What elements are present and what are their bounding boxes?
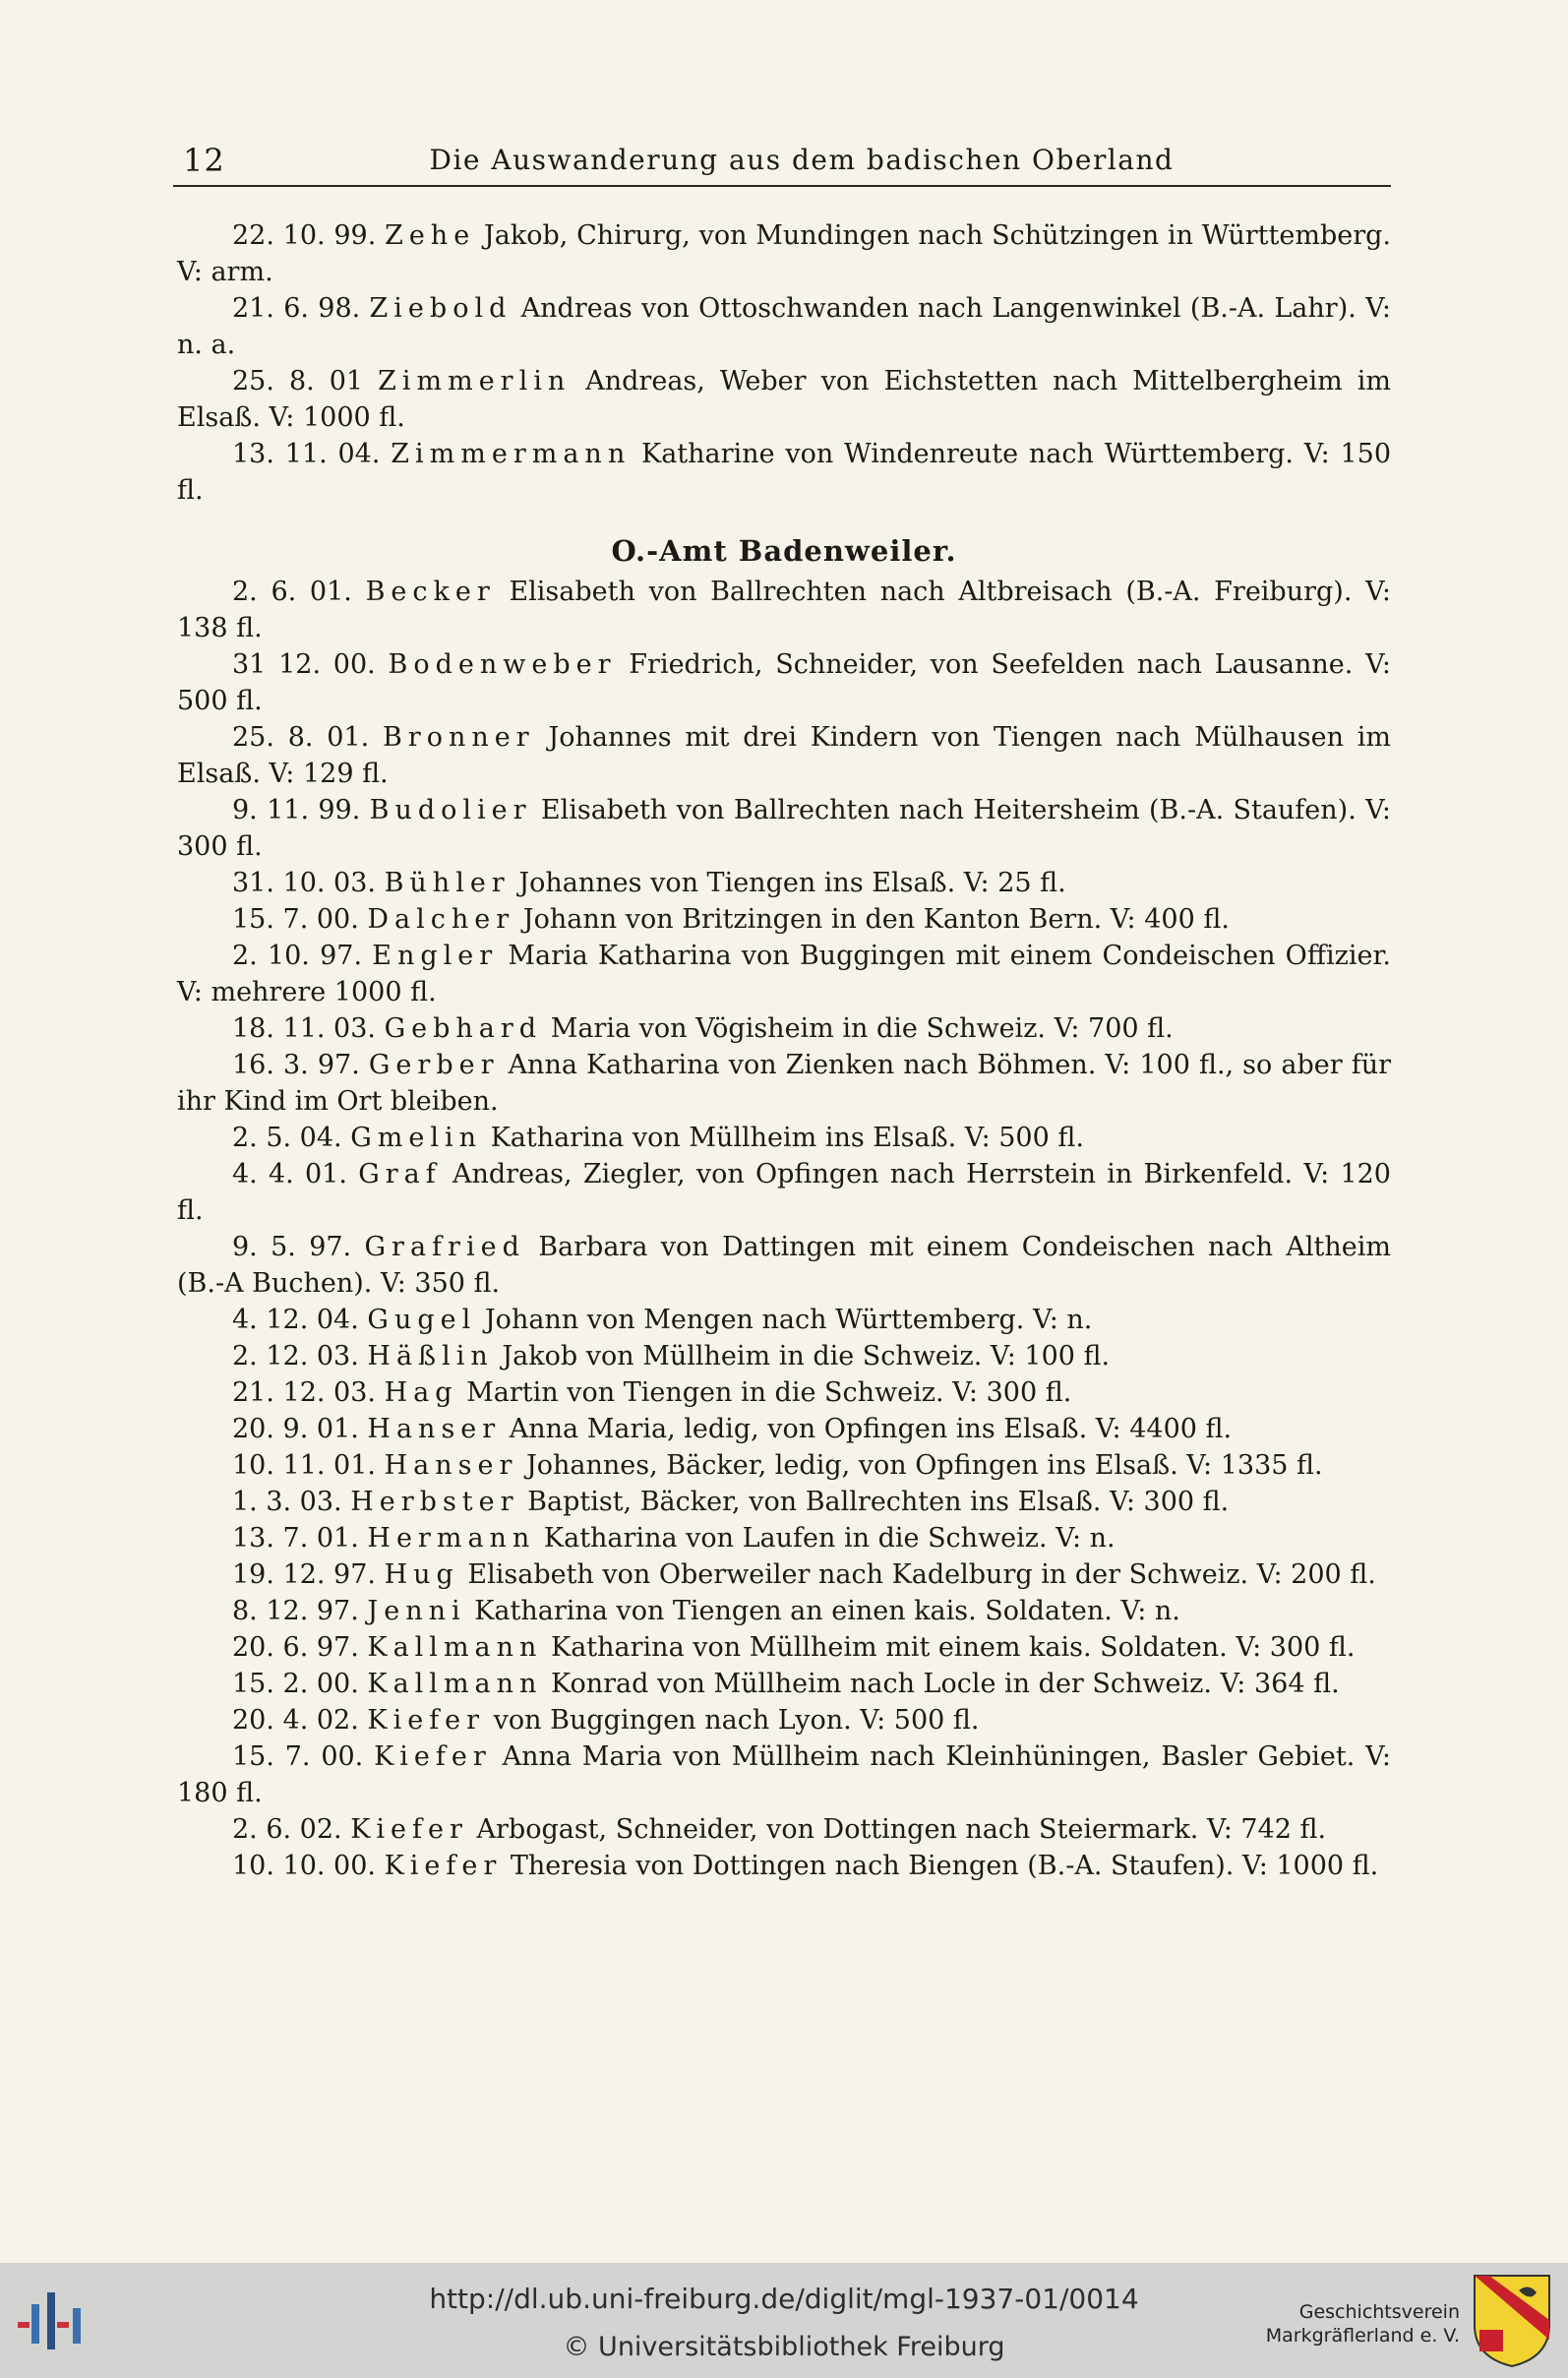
entry-text: Katharina von Laufen in die Schweiz. V: n. [543,1523,1116,1554]
running-head [173,136,1391,187]
entry-date: 15. 7. 00. [232,1741,364,1772]
entry-date: 4. 4. 01. [232,1159,347,1189]
entry-date: 13. 11. 04. [232,439,381,469]
entry-text: Andreas, Weber von Eichstetten nach Mittelbergheim im Elsaß. V: 1000 fl. [177,366,1391,433]
entry [177,1738,1391,1811]
entry [177,1156,1391,1229]
entry-text: Jakob, Chirurg, von Mundingen nach Schützingen in Württemberg. V: arm. [177,220,1391,287]
entry-name: Hanser [367,1414,502,1444]
footer-url-link[interactable]: http://dl.ub.uni-freiburg.de/diglit/mgl-1937-01/0014 [429,2283,1139,2315]
entry-text: Katharina von Müllheim ins Elsaß. V: 500 fl. [490,1123,1084,1153]
entry [177,1629,1391,1666]
entry-date: 20. 6. 97. [232,1632,359,1663]
entry [177,290,1391,363]
society-name-line2: Markgräflerland e. V. [1265,2325,1460,2347]
entry-date: 2. 10. 97. [232,941,363,971]
entry-name: Ziebold [369,293,513,324]
entry-date: 21. 12. 03. [232,1377,376,1408]
entry-text: Johannes, Bäcker, ledig, von Opfingen ins Elsaß. V: 1335 fl. [525,1450,1323,1481]
footer-bar [0,2263,1568,2378]
entry-text: Barbara von Dattingen mit einem Condeischen nach Altheim (B.-A Buchen). V: 350 fl. [177,1232,1391,1299]
entry-name: Häßlin [367,1341,494,1372]
entry [177,1010,1391,1047]
entry-text: Andreas, Ziegler, von Opfingen nach Herrstein in Birkenfeld. V: 120 fl. [177,1159,1391,1226]
entry-text: Johannes mit drei Kindern von Tiengen nach Mülhausen im Elsaß. V: 129 fl. [177,722,1391,789]
footer-society [1266,2300,1460,2348]
entry [177,719,1391,792]
entry-name: Kiefer [350,1814,468,1845]
entry-name: Hanser [384,1450,518,1481]
entry-text: Johannes von Tiengen ins Elsaß. V: 25 fl. [518,868,1066,898]
society-name-line1: Geschichtsverein [1298,2301,1460,2323]
section-heading: O.-Amt Badenweiler. [611,534,957,568]
entry-name: Kallmann [367,1669,543,1699]
entry-date: 20. 9. 01. [232,1414,359,1444]
entry-text: Maria Katharina von Buggingen mit einem Condeischen Offizier. V: mehrere 1000 fl. [177,941,1391,1007]
entry-text: Anna Katharina von Zienken nach Böhmen. V: 100 fl., so aber für ihr Kind im Ort bleiben. [177,1050,1391,1117]
entry [177,938,1391,1010]
entry-text: Johann von Britzingen in den Kanton Bern. V: 400 fl. [522,904,1230,935]
entry [177,1848,1391,1884]
entry-name: Hug [384,1559,459,1590]
entry-date: 20. 4. 02. [232,1705,359,1736]
entry-name: Zimmermann [391,439,632,469]
entry-text: Anna Maria von Müllheim nach Kleinhüningen, Basler Gebiet. V: 180 fl. [177,1741,1392,1808]
entry-text: Andreas von Ottoschwanden nach Langenwinkel (B.-A. Lahr). V: n. a. [177,293,1391,360]
entry-name: Gebhard [384,1013,543,1044]
entry-name: Herbster [350,1487,519,1517]
entry [177,1302,1391,1338]
entry-date: 15. 7. 00. [232,904,359,935]
entry-text: Maria von Vögisheim in die Schweiz. V: 700 fl. [550,1013,1174,1044]
entry [177,363,1391,436]
entry-date: 25. 8. 01 [232,366,364,396]
entry [177,1811,1391,1848]
entry-date: 15. 2. 00. [232,1669,359,1699]
entry-text: Katharina von Müllheim mit einem kais. Soldaten. V: 300 fl. [551,1632,1356,1663]
entry [177,646,1391,719]
entry-name: Bodenweber [388,649,617,680]
entry [177,1374,1391,1411]
entry-name: Gugel [367,1305,477,1335]
entry-text: Konrad von Müllheim nach Locle in der Schweiz. V: 364 fl. [551,1669,1340,1699]
entry-date: 22. 10. 99. [232,220,377,251]
entry-date: 9. 5. 97. [232,1232,352,1262]
entry-text: Baptist, Bäcker, von Ballrechten ins Elsaß. V: 300 fl. [527,1487,1230,1517]
entry [177,1666,1391,1702]
entry [177,792,1391,865]
entry-text: Elisabeth von Oberweiler nach Kadelburg in der Schweiz. V: 200 fl. [467,1559,1376,1590]
entry-name: Gmelin [350,1123,483,1153]
entry [177,901,1391,938]
entry [177,1411,1391,1447]
entry-text: Katharina von Tiengen an einen kais. Soldaten. V: n. [474,1596,1180,1626]
entry-name: Engler [372,941,499,971]
entry-name: Becker [365,577,496,607]
entry-date: 31. 10. 03. [232,868,376,898]
entry-text: Elisabeth von Ballrechten nach Altbreisach (B.-A. Freiburg). V: 138 fl. [177,577,1391,643]
body-text [177,217,1391,1884]
entry-name: Dalcher [367,904,515,935]
entry-date: 9. 11. 99. [232,795,361,825]
entry [177,574,1391,646]
entry-text: Jakob von Müllheim in die Schweiz. V: 100 fl. [502,1341,1111,1372]
entry-text: Arbogast, Schneider, von Dottingen nach Steiermark. V: 742 fl. [476,1814,1327,1845]
entry [177,1702,1391,1738]
entry-name: Budolier [369,795,532,825]
entry [177,217,1391,290]
entry-name: Kiefer [367,1705,486,1736]
footer-copyright: © Universitätsbibliothek Freiburg [563,2332,1005,2362]
header-title: Die Auswanderung aus dem badischen Oberland [429,144,1175,176]
entry [177,1338,1391,1374]
entry-name: Zehe [385,220,476,251]
entry-name: Bronner [382,722,535,753]
entry-text: Theresia von Dottingen nach Biengen (B.-A. Staufen). V: 1000 fl. [510,1851,1379,1881]
entry-date: 18. 11. 03. [232,1013,376,1044]
entry-name: Kiefer [374,1741,492,1772]
entry-name: Jenni [367,1596,466,1626]
entry-date: 2. 6. 01. [232,577,352,607]
entry-name: Hermann [367,1523,536,1554]
entry [177,1120,1391,1156]
entries-section [177,574,1391,1884]
entry-date: 2. 5. 04. [232,1123,342,1153]
entry-text: Johann von Mengen nach Württemberg. V: n. [484,1305,1093,1335]
entry-text: Elisabeth von Ballrechten nach Heitersheim (B.-A. Staufen). V: 300 fl. [177,795,1391,862]
entry-name: Hag [384,1377,458,1408]
entry-date: 2. 12. 03. [232,1341,359,1372]
entry-date: 13. 7. 01. [232,1523,359,1554]
coat-of-arms-icon [1470,2271,1554,2369]
entry-date: 25. 8. 01. [232,722,370,753]
entry-date: 16. 3. 97. [232,1050,360,1080]
entry-date: 10. 11. 01. [232,1450,376,1481]
entry [177,865,1391,901]
entry-date: 8. 12. 97. [232,1596,359,1626]
entry-text: Katharine von Windenreute nach Württemberg. V: 150 fl. [177,439,1391,506]
entry [177,1556,1391,1593]
entry [177,1593,1391,1629]
entry [177,1447,1391,1484]
entry-date: 2. 6. 02. [232,1814,342,1845]
entry-name: Gerber [368,1050,500,1080]
entry-name: Graf [358,1159,442,1189]
entry-date: 1. 3. 03. [232,1487,342,1517]
entry [177,436,1391,509]
entry-date: 19. 12. 97. [232,1559,376,1590]
entry [177,1229,1391,1302]
entry [177,1047,1391,1120]
entry-name: Kiefer [384,1851,503,1881]
entry-name: Zimmerlin [378,366,572,396]
page-number: 12 [183,142,225,179]
entry [177,1520,1391,1556]
entry-name: Grafried [364,1232,525,1262]
entries-top [177,217,1391,509]
entry-text: Friedrich, Schneider, von Seefelden nach Lausanne. V: 500 fl. [177,649,1391,716]
entry-name: Kallmann [367,1632,543,1663]
entry-name: Bühler [384,868,511,898]
entry-text: von Buggingen nach Lyon. V: 500 fl. [493,1705,980,1736]
entry-date: 10. 10. 00. [232,1851,376,1881]
entry-date: 4. 12. 04. [232,1305,359,1335]
entry-text: Anna Maria, ledig, von Opfingen ins Elsaß. V: 4400 fl. [509,1414,1233,1444]
entry-text: Martin von Tiengen in die Schweiz. V: 300 fl. [466,1377,1072,1408]
entry-date: 21. 6. 98. [232,293,361,324]
entry-date: 31 12. 00. [232,649,376,680]
entry [177,1484,1391,1520]
